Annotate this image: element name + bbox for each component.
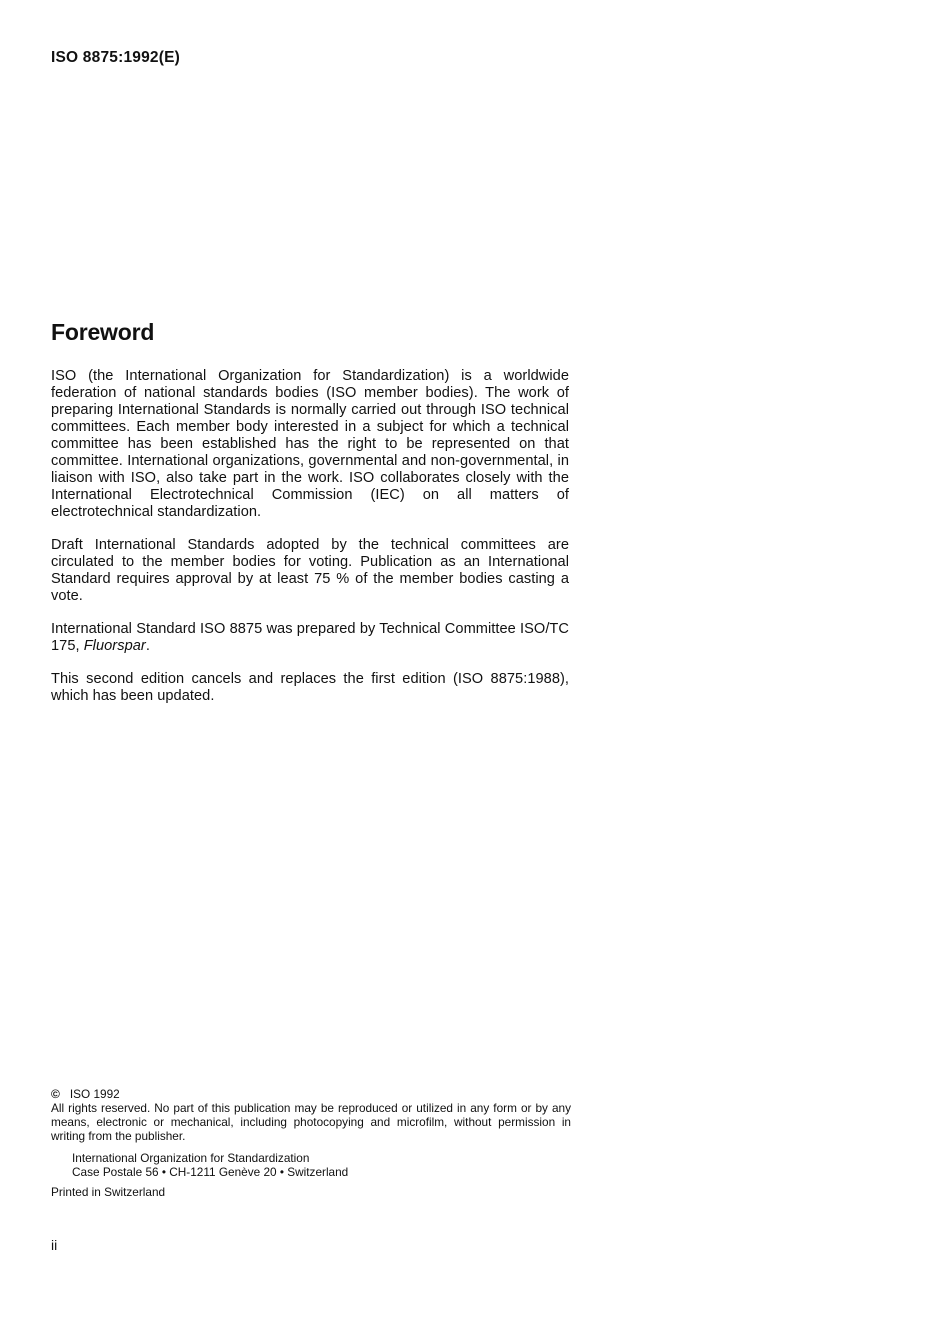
printed-notice: Printed in Switzerland xyxy=(51,1185,166,1199)
publisher-postal-address: Case Postale 56 • CH-1211 Genève 20 • Switzerland xyxy=(72,1165,349,1179)
foreword-paragraph-2: Draft International Standards adopted by the technical committees are circulated to the member bodies for voting. Publication as an International Standard requires approval by at least 75 % of the member bodies casting a vote. xyxy=(51,537,569,604)
copyright-line xyxy=(51,1087,571,1101)
copyright-icon: © xyxy=(51,1087,60,1101)
copyright-text: ISO 1992 xyxy=(69,1087,120,1101)
foreword-heading: Foreword xyxy=(51,319,155,345)
document-code: ISO 8875:1992(E) xyxy=(51,49,180,66)
copyright-block xyxy=(51,1087,571,1199)
publisher-name: International Organization for Standardization xyxy=(72,1151,310,1165)
foreword-paragraph-3 xyxy=(51,621,569,655)
page-number: ii xyxy=(51,1237,58,1253)
committee-name: Fluorspar xyxy=(83,638,146,654)
foreword-paragraph-4: This second edition cancels and replaces the first edition (ISO 8875:1988), which has been updated. xyxy=(51,671,569,704)
foreword-body xyxy=(51,368,569,721)
rights-notice: All rights reserved. No part of this publication may be reproduced or utilized in any form or by any means, electronic or mechanical, including photocopying and microfilm, without permission in writing from the publisher. xyxy=(51,1101,571,1143)
publisher-address xyxy=(72,1151,571,1179)
paragraph-3-text: International Standard ISO 8875 was prepared by Technical Committee ISO/TC 175, xyxy=(51,621,569,654)
paragraph-3-end: . xyxy=(145,638,150,654)
foreword-paragraph-1: ISO (the International Organization for Standardization) is a worldwide federation of national standards bodies (ISO member bodies). The work of preparing International Standards is normally carried out through ISO technical committees. Each member body interested in a subject for which a technical committee has been established has the right to be represented on that committee. International organizations, governmental and non-governmental, in liaison with ISO, also take part in the work. ISO collaborates closely with the International Electrotechnical Commission (IEC) on all matters of electrotechnical standardization. xyxy=(51,368,569,520)
